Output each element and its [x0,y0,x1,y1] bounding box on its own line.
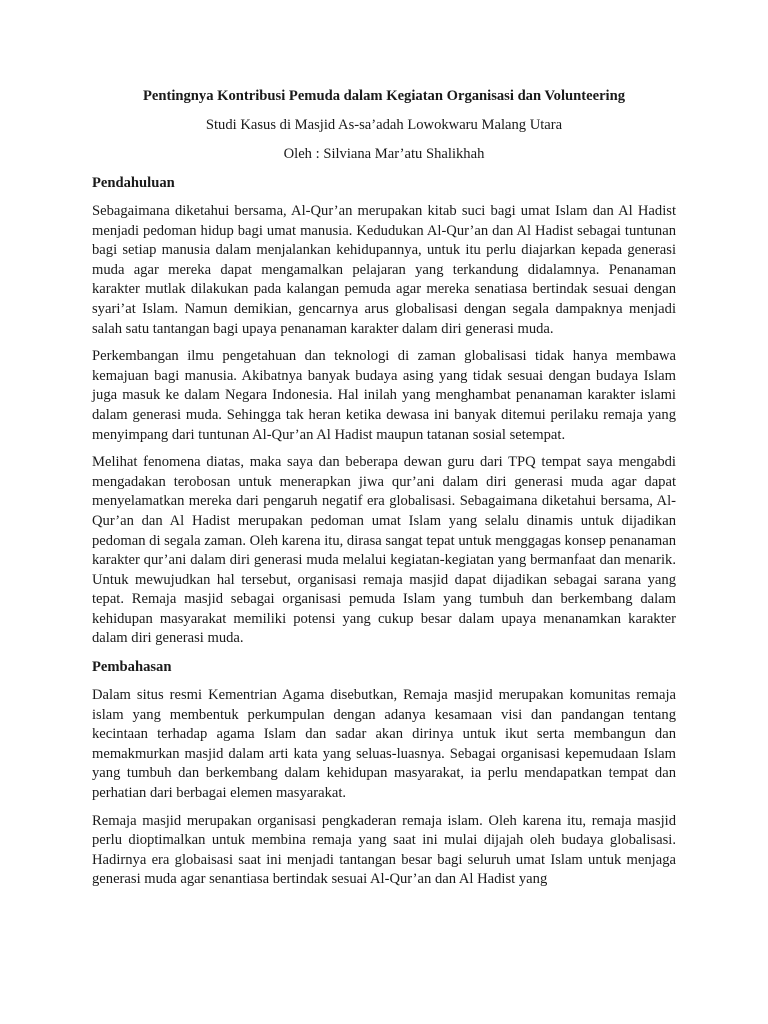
paragraph: Dalam situs resmi Kementrian Agama disebutkan, Remaja masjid merupakan komunitas remaja islam yang membentuk perkumpulan dengan adanya kesamaan visi dan pandangan tentang kecintaan terhadap agama Islam dan sadar akan dirinya untuk ikut serta membangun dan memakmurkan masjid dalam arti kata yang seluas-luasnya. Sebagai organisasi kepemudaan Islam yang tumbuh dan berkembang dalam kehidupan masyarakat, ia perlu mendapatkan tempat dan perhatian dari berbagai elemen masyarakat. [92,687,676,802]
paragraph: Perkembangan ilmu pengetahuan dan teknologi di zaman globalisasi tidak hanya membawa kemajuan bagi manusia. Akibatnya banyak budaya asing yang tidak sesuai dengan budaya Islam juga masuk ke dalam Negara Indonesia. Hal inilah yang menghambat penanaman karakter islami dalam generasi muda. Sehingga tak heran ketika dewasa ini banyak ditemui perilaku remaja yang menyimpang dari tuntunan Al-Qur’an Al Hadist maupun tatanan sosial setempat. [92,348,676,443]
paragraph: Remaja masjid merupakan organisasi pengkaderan remaja islam. Oleh karena itu, remaja masjid perlu dioptimalkan untuk membina remaja yang saat ini mulai dijajah oleh budaya globalisasi. Hadirnya era globaisasi saat ini menjadi tantangan besar bagi seluruh umat Islam untuk menjaga generasi muda agar senantiasa bertindak sesuai Al-Qur’an dan Al Hadist yang [92,812,676,888]
section-pendahuluan [92,173,676,649]
document-subtitle: Studi Kasus di Masjid As-sa’adah Lowokwaru Malang Utara [205,117,563,133]
document-page [92,86,676,898]
section-heading: Pembahasan [92,659,172,676]
section-heading: Pendahuluan [92,175,175,191]
section-pembahasan [92,657,676,890]
paragraph: Melihat fenomena diatas, maka saya dan beberapa dewan guru dari TPQ tempat saya mengabdi mengadakan terobosan untuk menerapkan jiwa qur’ani dalam diri generasi muda agar dapat menyelamatkan mereka dari pengaruh negatif era globalisasi. Sebagaimana diketahui bersama, Al-Qur’an dan Al Hadist merupakan pedoman umat Islam yang selalu dinamis untuk dijadikan pedoman di segala zaman. Oleh karena itu, dirasa sangat tepat untuk menggagas konsep penanaman karakter qur’ani dalam diri generasi muda melalui kegiatan-kegiatan yang bermanfaat dan menarik. Untuk mewujudkan hal tersebut, organisasi remaja masjid dapat dijadikan sebagai sarana yang tepat. Remaja masjid sebagai organisasi pemuda Islam yang tumbuh dan berkembang dalam kehidupan masyarakat memiliki potensi yang cukup besar dalam upaya menanamkan karakter dalam diri generasi muda. [92,454,676,647]
paragraph: Sebagaimana diketahui bersama, Al-Qur’an merupakan kitab suci bagi umat Islam dan Al Hadist menjadi pedoman hidup bagi umat manusia. Kedudukan Al-Qur’an dan Al Hadist sebagai tuntunan bagi setiap manusia dalam menjalankan kehidupannya, untuk itu perlu diajarkan kepada generasi muda agar mereka dapat mengamalkan pelajaran yang terkandung didalamnya. Penanaman karakter mutlak dilakukan pada kalangan pemuda agar mereka senatiasa bertindak sesuai dengan syari’at Islam. Namun demikian, gencarnya arus globalisasi dengan segala dampaknya menjadi salah satu tantangan bagi upaya penanaman karakter dalam diri generasi muda. [92,203,676,337]
document-title: Pentingnya Kontribusi Pemuda dalam Kegiatan Organisasi dan Volunteering [142,88,626,104]
document-author: Oleh : Silviana Mar’atu Shalikhah [283,146,485,162]
